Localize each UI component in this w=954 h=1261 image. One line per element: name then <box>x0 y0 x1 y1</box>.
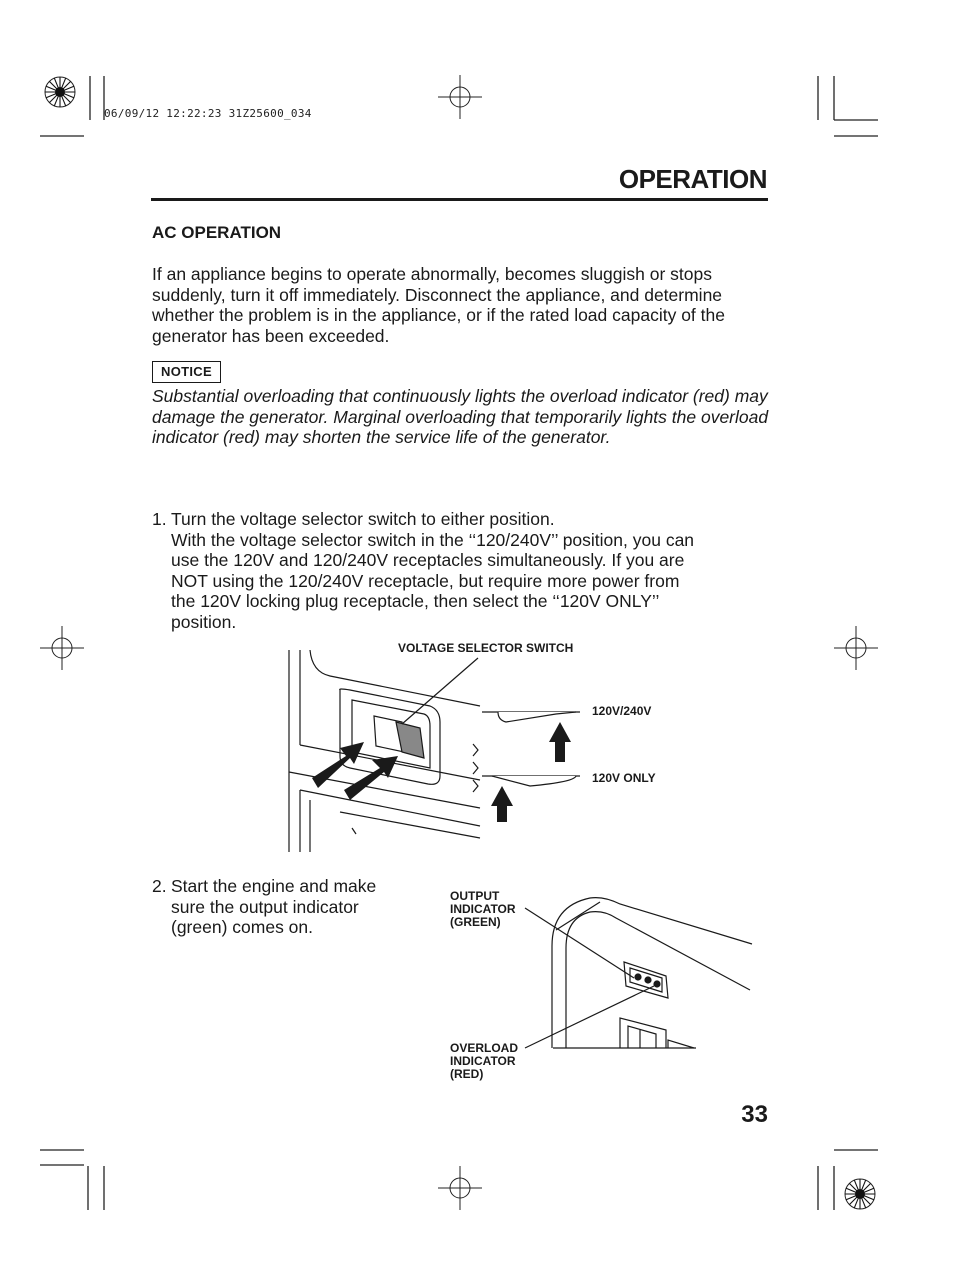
notice-text: Substantial overloading that continuously lights the overload indicator (red) may damage the generator. Marginal overloading that temporarily lights the overload indicator (red) may shorten the service life of the generator. <box>152 386 769 447</box>
step-1-line: 1. Turn the voltage selector switch to either position. <box>152 509 555 529</box>
step-2-line: sure the output indicator <box>171 896 359 917</box>
step-1-number: 1. <box>152 509 167 529</box>
step-1-line: NOT using the 120/240V receptacle, but require more power from <box>171 570 680 591</box>
voltage-selector-switch-label: VOLTAGE SELECTOR SWITCH <box>398 641 574 655</box>
intro-paragraph: If an appliance begins to operate abnormally, becomes sluggish or stops suddenly, turn it off immediately. Disconnect the appliance, and determine whether the problem is in the appliance, or if the rated load capacity of the generator has been exceeded. <box>152 264 725 346</box>
section-title: OPERATION <box>618 164 767 194</box>
step-1-line: position. <box>171 611 237 632</box>
step-2-line: 2. Start the engine and make <box>152 876 377 896</box>
step-2-number: 2. <box>152 876 167 896</box>
subheading: AC OPERATION <box>152 223 282 242</box>
print-info: 06/09/12 12:22:23 31Z25600_034 <box>104 107 312 120</box>
step-1-line: use the 120V and 120/240V receptacles simultaneously. If you are <box>171 550 685 570</box>
page-number: 33 <box>741 1101 768 1128</box>
overload-indicator-label: OVERLOAD INDICATOR (RED) <box>450 1041 519 1081</box>
step-1-line: With the voltage selector switch in the ‘‘120/240V’’ position, you can <box>171 529 695 550</box>
output-indicator-label: OUTPUT INDICATOR (GREEN) <box>450 889 516 929</box>
step-2-line: (green) comes on. <box>171 917 314 937</box>
step-1-line: the 120V locking plug receptacle, then select the ‘‘120V ONLY’’ <box>171 591 660 611</box>
position-120-only-label: 120V ONLY <box>592 771 656 785</box>
position-120-240-label: 120V/240V <box>592 704 652 718</box>
notice-badge: NOTICE <box>152 361 221 383</box>
